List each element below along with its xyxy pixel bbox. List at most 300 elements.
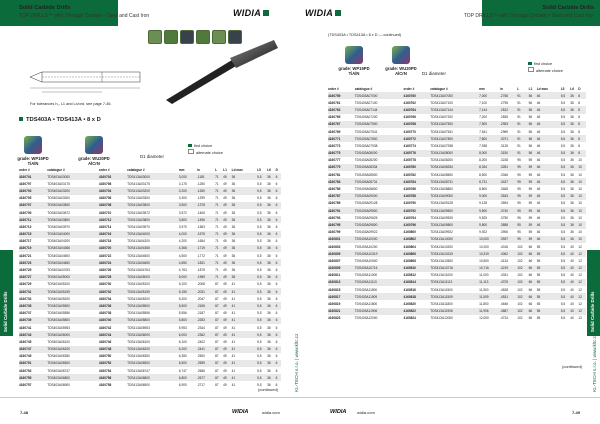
table-cell: 6 xyxy=(276,259,281,266)
table-cell: 56 xyxy=(528,115,533,120)
table-cell: 36 xyxy=(267,383,271,388)
table-cell: .2756 xyxy=(500,92,517,99)
table-cell: 71 xyxy=(215,187,223,194)
coolant-icon xyxy=(148,30,162,44)
table-row xyxy=(19,195,281,202)
logo-text: WIDIA xyxy=(233,8,261,18)
table-cell: TDS413A10716 xyxy=(430,265,479,272)
table-cell: .2283 xyxy=(197,317,215,324)
table-cell: .2500 xyxy=(196,354,205,359)
table-cell: 5,5 xyxy=(561,308,571,315)
table-cell: 4160756 xyxy=(99,374,127,381)
table-cell: 49 xyxy=(223,274,231,281)
table-cell: 41 xyxy=(232,346,257,353)
table-cell: 4160800 xyxy=(403,230,416,235)
table-cell: TDS413A04650 xyxy=(127,259,179,266)
table-cell: 4160731 xyxy=(19,288,47,295)
table-cell: 5,5 xyxy=(257,339,262,344)
table-cell: 5,5 xyxy=(561,250,571,257)
table-cell: 102 xyxy=(517,287,523,292)
table-cell: 4160811 xyxy=(328,273,341,278)
table-cell: 49 xyxy=(223,368,227,373)
grade-wp15pd-icon xyxy=(24,136,42,154)
table-cell: 41 xyxy=(231,296,236,301)
table-cell: 36 xyxy=(570,215,574,220)
table-cell: 40 xyxy=(570,244,574,249)
table-cell: 59 xyxy=(529,221,537,228)
table-row xyxy=(328,286,586,293)
table-cell: 4160787 xyxy=(328,193,355,200)
table-cell: 4160755 xyxy=(19,374,47,381)
table-cell: 36 xyxy=(267,288,275,295)
table-cell: 66 xyxy=(529,293,537,300)
column-header: Ld max xyxy=(231,168,243,172)
table-cell: 4160711 xyxy=(19,216,47,223)
table-cell: 36 xyxy=(570,221,578,228)
table-cell: 87 xyxy=(215,383,219,388)
table-cell: 7,200 xyxy=(479,115,488,120)
table-cell: 36 xyxy=(570,115,574,120)
table-cell: 95 xyxy=(517,172,521,177)
table-cell: 4160823 xyxy=(328,316,341,321)
table-cell: 5,5 xyxy=(560,100,566,105)
table-cell: 5,800 xyxy=(179,317,197,324)
table-cell: TDS413A08800 xyxy=(430,187,453,192)
table-cell: TDS413A07100 xyxy=(430,100,453,105)
table-cell: 36 xyxy=(232,231,257,238)
table-cell: 8 xyxy=(578,143,581,148)
table-cell: 59 xyxy=(528,230,533,235)
table-cell: TDS413A06000 xyxy=(127,331,179,338)
table-row xyxy=(19,367,281,374)
table-cell: 6 xyxy=(275,224,278,229)
continued-note: (continued) xyxy=(562,364,583,369)
table-cell: 10 xyxy=(578,201,582,206)
table-cell: 6,350 xyxy=(178,354,187,359)
table-cell: 5,5 xyxy=(560,143,566,148)
table-cell: 41 xyxy=(231,383,236,388)
table-cell: 10 xyxy=(578,178,586,185)
table-cell: 4160740 xyxy=(99,317,127,324)
table-cell: 4160749 xyxy=(19,354,32,359)
table-cell: TDS403A05800 xyxy=(47,317,99,324)
table-cell: 4160720 xyxy=(99,245,127,252)
table-cell: 41 xyxy=(231,368,236,373)
table-cell: 4160702 xyxy=(99,173,127,180)
table-cell: 40 xyxy=(570,302,574,307)
table-cell: TDS403A10500 xyxy=(354,258,378,263)
table-cell: .2795 xyxy=(500,100,509,105)
table-cell: 4160739 xyxy=(19,317,47,324)
table-cell: TDS413A10200 xyxy=(430,244,453,249)
table-row xyxy=(328,243,586,250)
table-cell: .1575 xyxy=(197,231,215,238)
table-cell: 36 xyxy=(570,201,574,206)
table-cell: 6 xyxy=(275,339,278,344)
table-cell: 36 xyxy=(231,210,236,215)
column-header: catalogue # xyxy=(127,168,145,172)
side-tab-text: Solid Carbide Drills xyxy=(3,291,8,332)
table-cell: 5,5 xyxy=(560,215,566,220)
table-cell: 10,716 xyxy=(479,265,500,272)
table-cell: .2187 xyxy=(196,311,205,316)
table-cell: 5,5 xyxy=(560,273,566,278)
table-cell: 4,000 xyxy=(179,231,197,238)
table-cell: 55 xyxy=(537,308,561,315)
table-cell: 4160767 xyxy=(328,121,355,128)
table-cell: 87 xyxy=(215,339,219,344)
table-cell: 5,5 xyxy=(257,354,262,359)
table-cell: 4160724 xyxy=(99,259,127,266)
table-cell: 4160806 xyxy=(404,250,431,257)
table-cell: 102 xyxy=(517,273,523,278)
side-tab-text: Solid Carbide Drills xyxy=(590,291,595,332)
table-cell: 36 xyxy=(570,92,578,99)
table-cell: 10 xyxy=(578,158,582,163)
table-cell: 36 xyxy=(232,216,257,223)
table-cell: 8 xyxy=(578,100,581,105)
table-cell: TDS413A07800 xyxy=(430,135,479,142)
footer-rule xyxy=(0,397,300,398)
table-cell: 66 xyxy=(528,316,533,321)
table-cell: TDS403A03175 xyxy=(47,181,70,186)
table-cell: 40 xyxy=(570,265,578,272)
table-cell: .3150 xyxy=(500,150,517,157)
table-cell: 4160786 xyxy=(403,187,416,192)
table-cell: 4160708 xyxy=(99,202,127,209)
table-cell: 46 xyxy=(537,221,561,228)
table-cell: 36 xyxy=(231,224,236,229)
right-header xyxy=(300,0,600,26)
table-cell: 10 xyxy=(578,172,582,177)
table-cell: 4160765 xyxy=(328,115,341,120)
table-row xyxy=(328,315,586,322)
table-cell: 7,500 xyxy=(479,121,500,128)
table-cell: 41 xyxy=(232,302,257,309)
table-cell: .2953 xyxy=(500,121,517,128)
table-cell: 4160803 xyxy=(328,244,341,249)
table-cell: TDS403A11000 xyxy=(354,273,378,278)
table-cell: 4160807 xyxy=(328,258,341,263)
table-cell: 36 xyxy=(231,253,236,258)
table-cell: 6 xyxy=(276,245,281,252)
column-header: D xyxy=(578,87,581,91)
header-title: Solid Carbide Drills xyxy=(542,5,594,11)
table-cell: 102 xyxy=(517,258,523,263)
table-cell: .1260 xyxy=(197,187,215,194)
table-cell: .4375 xyxy=(500,279,517,286)
table-cell: TDS403A08334 xyxy=(355,164,404,171)
table-cell: .2677 xyxy=(197,374,215,381)
table-cell: 6 xyxy=(276,317,281,324)
table-cell: 4160709 xyxy=(19,210,32,215)
table-cell: .3465 xyxy=(500,187,509,192)
drill-photo xyxy=(162,38,282,108)
table-cell: 36 xyxy=(570,207,578,214)
table-cell: 12 xyxy=(578,316,582,321)
table-cell: 36 xyxy=(232,245,257,252)
table-cell: 36 xyxy=(267,231,275,238)
table-cell: 5,5 xyxy=(257,196,262,201)
table-cell: 7,144 xyxy=(479,106,500,113)
table-cell: 87 xyxy=(215,302,223,309)
table-cell: 5,5 xyxy=(561,164,571,171)
table-cell: 102 xyxy=(517,293,528,300)
table-cell: .3594 xyxy=(500,201,509,206)
table-cell: 36 xyxy=(267,202,275,209)
table-cell: 36 xyxy=(267,354,271,359)
table-cell: 4160763 xyxy=(328,106,355,113)
table-cell: 6,800 xyxy=(179,374,197,381)
table-cell: TDS413A09922 xyxy=(430,230,453,235)
table-cell: 71 xyxy=(215,239,219,244)
table-cell: TDS413A06350 xyxy=(127,354,150,359)
table-cell: 46 xyxy=(537,106,561,113)
table-cell: 4160814 xyxy=(404,279,431,286)
table-cell: 8,500 xyxy=(479,172,488,177)
table-row xyxy=(328,308,586,315)
table-cell: 49 xyxy=(223,282,227,287)
table-cell: 5,500 xyxy=(179,302,197,309)
table-cell: 3,800 xyxy=(179,216,197,223)
table-cell: 41 xyxy=(232,288,257,295)
table-cell: 4160707 xyxy=(19,202,47,209)
table-cell: 87 xyxy=(215,311,219,316)
table-cell: 6,000 xyxy=(179,331,197,338)
table-cell: 36 xyxy=(231,239,236,244)
table-cell: 5,5 xyxy=(257,231,267,238)
table-cell: .4331 xyxy=(500,273,509,278)
table-cell: 36 xyxy=(570,129,574,134)
table-cell: 10,319 xyxy=(479,250,500,257)
table-cell: 36 xyxy=(232,274,257,281)
table-row xyxy=(328,293,586,300)
table-cell: 36 xyxy=(267,173,275,180)
table-cell: 9,000 xyxy=(479,193,500,200)
table-cell: 4160753 xyxy=(19,368,32,373)
table-cell: 5,556 xyxy=(178,311,187,316)
column-header: L6 xyxy=(570,87,574,91)
table-cell: 8 xyxy=(578,150,586,157)
table-cell: 36 xyxy=(267,274,275,281)
table-cell: 56 xyxy=(529,121,537,128)
table-cell: 4160795 xyxy=(328,221,355,228)
table-row xyxy=(19,331,281,338)
drill-drawing xyxy=(22,58,162,98)
table-cell: 5,5 xyxy=(561,221,571,228)
table-cell: 56 xyxy=(529,106,537,113)
continued-note: (continued) xyxy=(258,387,279,392)
table-cell: 4160760 xyxy=(404,92,431,99)
table-cell: 6 xyxy=(276,331,281,338)
table-cell: 4160798 xyxy=(98,181,112,186)
table-cell: 5,5 xyxy=(257,360,267,367)
table-cell: 5,5 xyxy=(561,279,571,286)
header-title: Solid Carbide Drills xyxy=(19,5,71,11)
table-cell: .3858 xyxy=(500,221,517,228)
table-cell: 4160779 xyxy=(328,164,355,171)
table-row xyxy=(19,252,281,259)
table-cell: 5,5 xyxy=(561,106,571,113)
table-cell: 6 xyxy=(276,173,281,180)
table-cell: 4160781 xyxy=(328,172,341,177)
table-cell: TDS403A05159 xyxy=(47,288,99,295)
table-cell: 56 xyxy=(528,129,533,134)
table-cell: .4687 xyxy=(500,308,517,315)
table-cell: TDS413A08334 xyxy=(430,164,479,171)
table-cell: 56 xyxy=(528,143,533,148)
table-cell: TDS413A05159 xyxy=(127,288,179,295)
table-cell: 4160773 xyxy=(328,143,341,148)
table-row xyxy=(328,229,586,236)
column-header: order # xyxy=(98,168,110,172)
table-cell: 4160817 xyxy=(328,293,355,300)
table-cell: 36 xyxy=(232,187,257,194)
table-cell: 6 xyxy=(275,253,278,258)
table-cell: .3281 xyxy=(500,164,517,171)
table-cell: 9,128 xyxy=(479,201,488,206)
table-cell: TDS403A06900 xyxy=(47,383,70,388)
table-row xyxy=(328,150,586,157)
table-cell: 3,572 xyxy=(178,210,187,215)
table-cell: 4160809 xyxy=(328,265,355,272)
table-cell: 36 xyxy=(267,311,271,316)
table-cell: 36 xyxy=(267,282,271,287)
table-cell: TDS413A08500 xyxy=(430,172,453,177)
table-cell: 5,5 xyxy=(560,172,566,177)
table-cell: 41 xyxy=(232,317,257,324)
column-header: L1 xyxy=(528,87,533,91)
table-cell: 4160762 xyxy=(403,100,416,105)
table-cell: 6,500 xyxy=(179,360,197,367)
table-cell: 4160718 xyxy=(98,239,112,244)
table-cell: 6 xyxy=(275,282,278,287)
column-header: catalogue # xyxy=(430,87,448,91)
table-cell: 12 xyxy=(578,265,586,272)
table-cell: 5,953 xyxy=(178,325,187,330)
table-cell: TDS413A03175 xyxy=(127,181,150,186)
table-cell: 87 xyxy=(215,282,219,287)
table-cell: 49 xyxy=(223,268,227,273)
logo-text: WIDIA xyxy=(305,8,333,18)
table-cell: 4160716 xyxy=(99,231,127,238)
table-cell: 4160822 xyxy=(404,308,431,315)
table-cell: 95 xyxy=(517,201,521,206)
table-cell: TDS403A08000 xyxy=(355,150,404,157)
table-cell: TDS403A04650 xyxy=(47,259,99,266)
table-cell: 41 xyxy=(231,339,236,344)
table-cell: 46 xyxy=(537,121,561,128)
table-cell: 36 xyxy=(267,253,271,258)
table-cell: TDS403A06200 xyxy=(47,346,99,353)
table-row xyxy=(19,209,281,216)
table-cell: TDS403A11509 xyxy=(355,293,404,300)
table-cell: 49 xyxy=(223,231,231,238)
table-cell: 5,5 xyxy=(257,210,262,215)
table-cell: 46 xyxy=(537,207,561,214)
table-cell: 6 xyxy=(275,383,278,388)
table-cell: 4160741 xyxy=(19,325,32,330)
table-row xyxy=(19,245,281,252)
table-cell: .1378 xyxy=(197,202,215,209)
table-cell: TDS413A07144 xyxy=(430,106,479,113)
table-cell: 71 xyxy=(215,196,219,201)
table-cell: 49 xyxy=(223,339,227,344)
table-row xyxy=(328,121,586,128)
table-cell: 10,500 xyxy=(479,258,489,263)
table-row xyxy=(328,300,586,307)
table-cell: TDS403A11500 xyxy=(354,287,378,292)
table-row xyxy=(328,265,586,272)
table-cell: 4160721 xyxy=(19,253,32,258)
table-cell: 9,525 xyxy=(479,215,488,220)
table-row xyxy=(328,157,586,164)
table-cell: 36 xyxy=(267,317,275,324)
column-header: catalogue # xyxy=(354,87,373,91)
table-cell: 5,5 xyxy=(560,287,566,292)
table-cell: 91 xyxy=(517,135,528,142)
table-cell: 5,5 xyxy=(561,265,571,272)
table-cell: 87 xyxy=(215,325,219,330)
table-cell: 10,000 xyxy=(479,236,500,243)
table-cell: 4160737 xyxy=(19,311,32,316)
table-cell: TDS403A06350 xyxy=(47,354,70,359)
table-cell: 4160794 xyxy=(403,215,416,220)
right-page xyxy=(300,0,600,424)
table-cell: 8 xyxy=(578,92,586,99)
table-cell: .2812 xyxy=(500,106,517,113)
table-cell: 4160751 xyxy=(19,360,47,367)
table-cell: 4160810 xyxy=(404,265,431,272)
table-cell: 11,509 xyxy=(479,293,500,300)
table-cell: TDS403A03572 xyxy=(47,210,70,215)
table-cell: .2031 xyxy=(197,288,215,295)
table-cell: .1875 xyxy=(196,268,205,273)
table-cell: .1299 xyxy=(196,196,205,201)
table-cell: 10 xyxy=(578,193,586,200)
table-row xyxy=(328,135,586,142)
table-cell: 7,100 xyxy=(479,100,488,105)
column-header: order # xyxy=(328,87,339,91)
table-cell: 3,500 xyxy=(179,202,197,209)
column-header: L1 xyxy=(223,168,227,172)
column-header: L5 xyxy=(560,87,565,91)
table-cell: 36 xyxy=(570,230,574,235)
table-cell: 6,900 xyxy=(178,383,187,388)
table-cell: TDS413A03300 xyxy=(127,196,150,201)
footer-url: widia.com xyxy=(262,410,280,415)
table-cell: 4160785 xyxy=(328,187,341,192)
table-cell: TDS413A05500 xyxy=(127,302,179,309)
footer-logo: WIDIA xyxy=(232,409,249,415)
table-cell: 5,5 xyxy=(257,296,262,301)
table-cell: 56 xyxy=(528,100,533,105)
table-cell: 102 xyxy=(517,302,523,307)
table-cell: TDS403A09525 xyxy=(354,215,378,220)
footer-url: widia.com xyxy=(357,410,375,415)
table-cell: .4531 xyxy=(500,293,517,300)
table-cell: 4160736 xyxy=(99,302,127,309)
table-cell: 87 xyxy=(215,331,223,338)
table-cell: 5,5 xyxy=(257,173,267,180)
table-cell: 4160797 xyxy=(19,181,32,186)
left-header xyxy=(0,0,300,26)
table-cell: .4724 xyxy=(500,316,509,321)
table-cell: 5,5 xyxy=(257,259,267,266)
table-cell: TDS413A04500 xyxy=(127,253,150,258)
table-cell: TDS413A10500 xyxy=(430,258,453,263)
grade-label: grade: WP15PD xyxy=(17,156,49,161)
